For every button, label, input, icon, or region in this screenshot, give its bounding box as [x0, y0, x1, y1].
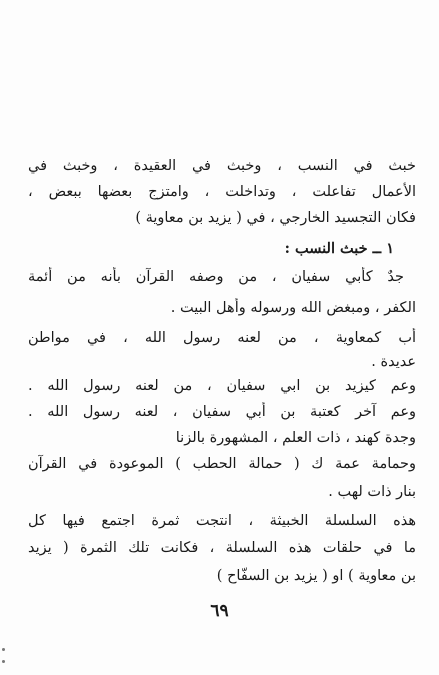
text-line-3: فكان التجسيد الخارجي ، في ( يزيد بن معاوية )	[135, 210, 416, 226]
text-line-8: عديدة .	[371, 354, 416, 370]
text-line-2: الأعمال تفاعلت ، وتداخلت ، وامتزج بعضها ببعض ،	[28, 184, 416, 200]
text-line-7: أب كمعاوية ، من لعنه رسول الله ، في مواطن	[28, 330, 416, 346]
text-line-15: ما في حلقات هذه السلسلة ، فكانت تلك الثمرة ( يزيد	[28, 540, 416, 556]
text-line-10: وعم آخر كعتبة بن أبي سفيان ، لعنه رسول الله .	[28, 404, 416, 420]
text-line-14: هذه السلسلة الخبيثة ، انتجت ثمرة اجتمع فيها كل	[28, 513, 416, 529]
text-line-12: وحمامة عمة ك ( حمالة الحطب ) الموعودة في القرآن	[28, 456, 416, 472]
text-line-9: وعم كيزيد بن ابي سفيان ، من لعنه رسول الله .	[28, 378, 416, 394]
section-heading: ١ ــ خبث النسب :	[284, 240, 394, 257]
text-line-11: وجدة كهند ، ذات العلم ، المشهورة بالزنا	[175, 430, 416, 446]
text-line-1: خبث في النسب ، وخبث في العقيدة ، وخبث في	[28, 158, 416, 174]
text-line-5: جدٌ كأبي سفيان ، من وصفه القرآن بأنه من أئمة	[28, 269, 404, 285]
scan-edge-mark	[2, 660, 5, 663]
page-number: ٦٩	[210, 601, 229, 621]
text-line-6: الكفر ، ومبغض الله ورسوله وأهل البيت .	[170, 300, 416, 316]
text-line-13: بنار ذات لهب .	[328, 484, 416, 500]
scan-edge-mark	[2, 648, 5, 651]
text-line-16: بن معاوية ) او ( يزيد بن السفّاح )	[216, 568, 416, 584]
